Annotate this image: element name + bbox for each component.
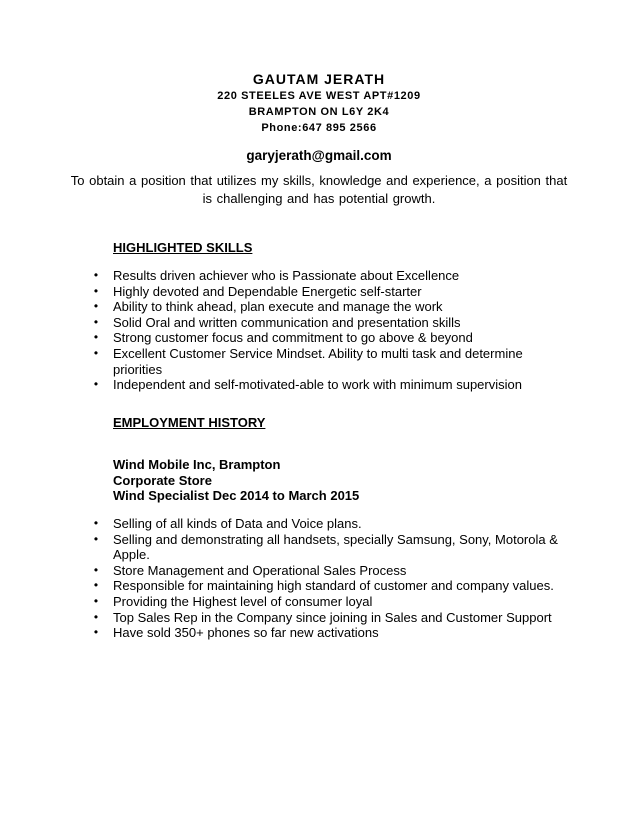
duty-text: Providing the Highest level of consumer loyal <box>113 593 373 609</box>
bullet-icon: • <box>93 562 99 577</box>
job-role: Wind Specialist Dec 2014 to March 2015 <box>113 488 360 503</box>
bullet-icon: • <box>93 345 99 360</box>
skill-text: Results driven achiever who is Passionate about Excellence <box>113 268 460 283</box>
address-line-2: BRAMPTON ON L6Y 2K4 <box>248 106 390 118</box>
bullet-icon: • <box>93 377 99 392</box>
employment-section-title: EMPLOYMENT HISTORY <box>113 415 266 430</box>
store-type: Corporate Store <box>113 472 212 488</box>
skill-text: Strong customer focus and commitment to go above & beyond <box>113 330 473 346</box>
bullet-icon: • <box>93 314 99 329</box>
bullet-icon: • <box>93 625 99 640</box>
phone-number: Phone:647 895 2566 <box>261 122 377 134</box>
skill-item <box>91 330 571 346</box>
duty-item <box>91 532 571 563</box>
skill-item <box>91 299 571 315</box>
bullet-icon: • <box>93 609 99 624</box>
duty-item <box>91 563 571 579</box>
job-heading <box>113 457 359 504</box>
address-line-1: 220 STEELES AVE WEST APT#1209 <box>217 90 421 102</box>
skills-section-title: HIGHLIGHTED SKILLS <box>113 240 253 255</box>
bullet-icon: • <box>93 516 99 530</box>
duty-text: Selling of all kinds of Data and Voice plans. <box>113 516 362 531</box>
bullet-icon: • <box>93 299 99 314</box>
skill-text: Independent and self-motivated-able to work with minimum supervision <box>113 377 522 393</box>
candidate-name: GAUTAM JERATH <box>252 71 386 87</box>
objective-statement: To obtain a position that utilizes my skills, knowledge and experience, a position that is challenging and has potential growth. <box>70 173 568 206</box>
skill-item <box>91 284 571 300</box>
duty-text: Selling and demonstrating all handsets, specially Samsung, Sony, Motorola & Apple. <box>113 531 558 563</box>
bullet-icon: • <box>93 593 99 608</box>
company-name: Wind Mobile Inc, Brampton <box>113 457 281 472</box>
duty-text: Top Sales Rep in the Company since joining in Sales and Customer Support <box>113 609 552 625</box>
duty-item <box>91 610 571 626</box>
skill-text: Excellent Customer Service Mindset. Ability to multi task and determine priorities <box>113 345 523 377</box>
duty-text: Responsible for maintaining high standard of customer and company values. <box>113 578 554 594</box>
bullet-icon: • <box>93 330 99 345</box>
bullet-icon: • <box>93 578 99 593</box>
bullet-icon: • <box>93 283 99 298</box>
skill-text: Highly devoted and Dependable Energetic self-starter <box>113 283 422 299</box>
bullet-icon: • <box>93 268 99 282</box>
duty-item <box>91 516 571 532</box>
duty-item <box>91 625 571 641</box>
duty-text: Store Management and Operational Sales Process <box>113 562 407 578</box>
duty-item <box>91 594 571 610</box>
duty-item <box>91 578 571 594</box>
bullet-icon: • <box>93 531 99 546</box>
duty-text: Have sold 350+ phones so far new activations <box>113 625 379 641</box>
skill-item <box>91 268 571 284</box>
skill-item <box>91 315 571 331</box>
skill-text: Ability to think ahead, plan execute and manage the work <box>113 299 443 315</box>
resume-header <box>0 70 638 165</box>
skills-list <box>91 268 571 393</box>
employment-duties-list <box>91 516 571 641</box>
skill-item <box>91 346 571 377</box>
email-address: garyjerath@gmail.com <box>246 148 392 163</box>
skill-item <box>91 377 571 393</box>
skill-text: Solid Oral and written communication and presentation skills <box>113 314 461 330</box>
